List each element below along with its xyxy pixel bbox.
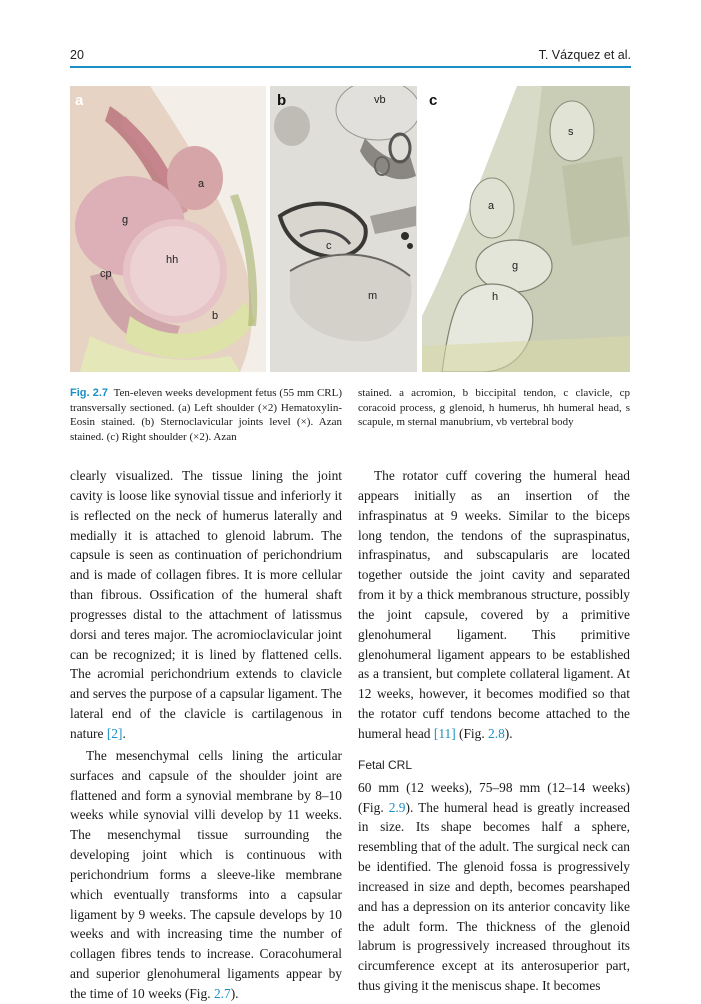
section-subheading: Fetal CRL	[358, 757, 413, 772]
running-header	[70, 46, 631, 64]
panel-b-mark-clavicle: c	[326, 240, 332, 252]
panel-a-mark-coracoid: cp	[100, 268, 112, 280]
figure-caption-text: Ten-eleven weeks development fetus (55 mm CRL) transversally sectioned. (a) Left shoulder (×2) Hematoxylin-Eosin stained. (b) Sternoclavicular joints level (×). Azan stained. (c) Right shoulder (×2). Azan	[70, 387, 343, 443]
panel-a-mark-humeral-head: hh	[166, 254, 179, 266]
panel-b-mark-vertebral-body: vb	[374, 94, 386, 106]
paragraph-text: 60 mm (12 weeks), 75–98 mm (12–14 weeks) (Fig.	[358, 779, 630, 815]
paragraph-text: The mesenchymal cells lining the articular surfaces and capsule of the shoulder joint are flattened and form a synovial membrane by 8–10 weeks while synovial villi develop by 11 weeks. The mesenchymal tissue surrounding the developing joint which is continuous with perichondrium forms a sleeve-like membrane which eventually transforms into a capsular ligament by 9 weeks. The capsule develops by 10 weeks and with increasing time the number of collagen fibres tends to increase. Coracohumeral and superior glenohumeral ligaments appear by the time of 10 weeks (Fig.	[70, 747, 342, 1001]
histology-image-c	[422, 86, 630, 372]
page-number: 20	[70, 48, 84, 62]
histology-image-a	[70, 86, 266, 372]
figure-caption-left	[70, 386, 342, 444]
figure-reference-link[interactable]: 2.8	[488, 725, 505, 741]
citation-link[interactable]: [11]	[433, 725, 456, 741]
body-column-left	[70, 466, 342, 1004]
paragraph	[70, 466, 342, 744]
paragraph-text: .	[122, 725, 126, 741]
running-header-authors: T. Vázquez et al.	[538, 48, 631, 62]
panel-c-mark-scapule: s	[568, 126, 574, 138]
panel-c-mark-humerus: h	[492, 291, 499, 303]
histology-image-b	[270, 86, 417, 372]
panel-a-mark-biccipital: b	[212, 310, 219, 322]
figure-reference-link[interactable]: 2.9	[388, 799, 406, 815]
citation-link[interactable]: [2]	[106, 725, 123, 741]
paragraph-text: (Fig.	[455, 725, 489, 741]
panel-c-mark-glenoid: g	[512, 260, 519, 272]
panel-label-b: b	[277, 92, 287, 109]
panel-b-mark-manubrium: m	[368, 290, 378, 302]
paragraph-text: ). The humeral head is greatly increased in size. Its shape becomes half a sphere, resembling that of the adult. The surgical neck can be identified. The glenoid fossa is progressively increased in size and depth, becomes pearshaped and has a depression on its anterior concavity like the adult form. The thickness of the glenoid labrum is progressively increased throughout its circumference except at its anterosuperior part, thus giving it the meniscus shape. It becomes	[358, 799, 630, 994]
paragraph-text: ).	[504, 725, 513, 741]
panel-label-a: a	[75, 92, 84, 109]
paragraph	[358, 466, 630, 744]
figure-reference-link[interactable]: 2.7	[213, 985, 231, 1001]
paragraph	[70, 746, 342, 1004]
figure-caption-right	[358, 386, 630, 430]
figure-caption-text-continued: stained. a acromion, b biccipital tendon, c clavicle, cp coracoid process, g glenoid, h humerus, hh humeral head, s scapule, m sternal manubrium, vb vertebral body	[358, 387, 630, 429]
figure-caption-label: Fig. 2.7	[70, 387, 109, 399]
paragraph-text: The rotator cuff covering the humeral head appears initially as an insertion of the infraspinatus at 9 weeks. Similar to the biceps long tendon, the tendons of the supraspinatus, infraspinatus, and subscapularis are located together outside the joint cavity and separated from it by a thick membranous structure, possibly the joint capsule, covered by a primitive glenohumeral ligament. This primitive glenohumeral ligament appears to be established as a transient, but complete collateral ligament. At 12 weeks, however, it becomes modified so that the rotator cuff tendons become attached to the humeral head	[358, 468, 630, 741]
figure-panel-b	[270, 86, 417, 372]
panel-a-mark-glenoid: g	[122, 214, 129, 226]
figure-panel-c	[422, 86, 630, 372]
figure-panel-a	[70, 86, 266, 372]
panel-label-c: c	[429, 92, 438, 109]
panel-c-mark-acromion: a	[488, 200, 495, 212]
paragraph-text: clearly visualized. The tissue lining the joint cavity is loose like synovial tissue and inferiorly it is reflected on the neck of humerus laterally and medially it is attached to glenoid labrum. The capsule is seen as continuation of perichondrium and is made of collagen fibres. It is more cellular than fibrous. Ossification of the humeral shaft progresses distal to the attachment of latissmus dorsi and teres major. The acromioclavicular joint can be recognized; it is lined by flattened cells. The acromial perichondrium extends to clavicle and serves the purpose of a capsular ligament. The lateral end of the clavicle is cartilagenous in nature	[70, 468, 342, 741]
paragraph-text: ).	[230, 985, 239, 1001]
panel-a-mark-acromion: a	[198, 178, 205, 190]
body-column-right	[358, 466, 630, 996]
paragraph	[358, 778, 630, 996]
header-rule	[70, 66, 631, 68]
